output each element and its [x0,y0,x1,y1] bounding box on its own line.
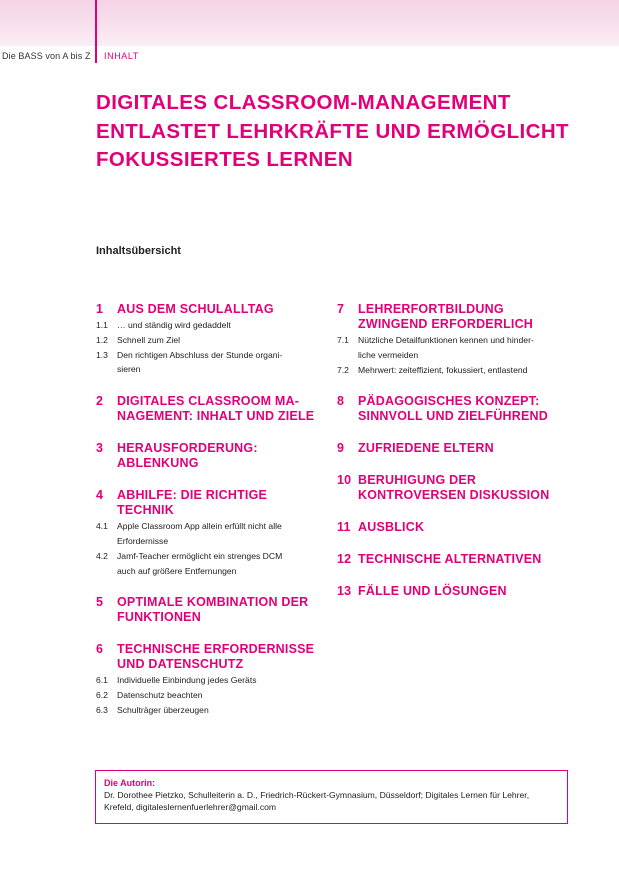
toc-entry-line: AUSBLICK [358,520,425,535]
toc-subentry[interactable] [96,348,322,378]
toc-subentry-line: Mehrwert: zeiteffizient, fokussiert, entlastend [358,364,528,375]
toc-subentry-number: 1.3 [96,349,108,360]
toc-subentry-text [117,348,322,378]
header-section-label: INHALT [104,51,139,61]
title-line: ENTLASTET LEHRKRÄFTE UND ERMÖGLICHT [96,119,569,143]
toc-subentry-line: liche vermeiden [358,349,419,360]
toc-entry[interactable] [337,552,577,567]
toc-subentries [96,318,322,377]
toc-entry[interactable] [96,394,322,424]
toc-subentry[interactable] [96,688,322,703]
toc-subentry[interactable] [96,703,322,718]
toc-entry[interactable] [96,302,322,377]
toc-entry-line: FÄLLE UND LÖSUNGEN [358,584,507,599]
toc-subentry-text [358,363,577,378]
toc-subentry-number: 7.2 [337,364,349,375]
toc-subentry-number: 4.2 [96,550,108,561]
toc-subentry-number: 6.2 [96,690,108,701]
toc-entry-line: ABHILFE: DIE RICHTIGE [117,488,268,503]
title-line: DIGITALES CLASSROOM-MANAGEMENT [96,91,511,114]
toc-entry-text [358,441,577,456]
toc-subentry-line: Den richtigen Abschluss der Stunde organi- [117,349,283,360]
toc-entry-line: UND DATENSCHUTZ [117,657,244,672]
toc-entry-text [117,642,322,672]
toc-subentry-number: 7.1 [337,335,349,345]
toc-subentry[interactable] [96,318,322,333]
toc-subentry-line: … und ständig wird gedaddelt [117,320,231,330]
toc-entry-line: OPTIMALE KOMBINATION DER [117,595,309,610]
toc-subentries [96,519,322,578]
toc-entry-title[interactable] [96,441,322,471]
toc-subentry-text [117,673,322,688]
toc-entry[interactable] [337,441,577,456]
toc-entry-number: 6 [96,642,104,657]
toc-subentries [337,333,577,377]
toc-subentry[interactable] [96,549,322,579]
toc-entry-number: 3 [96,441,104,456]
toc-entry[interactable] [96,595,322,625]
toc-subentry[interactable] [96,519,322,549]
toc-subentry-line: Individuelle Einbindung jedes Geräts [117,675,257,686]
toc-entry-text [117,441,322,471]
toc-entry-title[interactable] [337,441,577,456]
toc-subentry-text [117,333,322,348]
header-divider [95,0,97,63]
toc-subentry-text [117,318,322,333]
toc-entry[interactable] [96,488,322,578]
toc-entry-number: 5 [96,595,104,610]
toc-subentry-text [117,549,322,579]
toc-entry-line: ZUFRIEDENE ELTERN [358,441,494,456]
toc-entry-number: 10 [337,473,352,488]
author-line: Dr. Dorothee Pietzko, Schulleiterin a. D., Friedrich-Rückert-Gymnasium, Düsseldorf; Digitales Lernen für Lehrer, [104,790,530,800]
toc-heading: Inhaltsübersicht [96,245,181,257]
toc-entry-text [358,394,577,424]
toc-entry-title[interactable] [96,394,322,424]
toc-subentry[interactable] [337,333,577,363]
toc-entry[interactable] [337,394,577,424]
toc-subentry-line: Erfordernisse [117,535,169,546]
toc-entry-number: 1 [96,302,104,316]
author-label: Die Autorin: [104,778,156,788]
toc-entry-text [117,595,322,625]
toc-entry[interactable] [96,642,322,717]
toc-entry-title[interactable] [96,488,322,518]
toc-entry-title[interactable] [337,473,577,503]
header-band [0,0,619,46]
toc-entry[interactable] [337,584,577,599]
toc-entry-line: HERAUSFORDERUNG: [117,441,258,456]
toc-subentry-line: auch auf größere Entfernungen [117,565,237,576]
toc-subentry-line: Apple Classroom App allein erfüllt nicht alle [117,521,282,532]
toc-right-column [337,302,577,616]
toc-entry-text [358,584,577,599]
toc-entry-line: ABLENKUNG [117,456,199,471]
toc-subentry[interactable] [96,673,322,688]
toc-subentry-text [117,703,322,718]
toc-entry-number: 11 [337,520,351,535]
toc-subentry-line: Datenschutz beachten [117,690,203,701]
toc-entry-line: SINNVOLL UND ZIELFÜHREND [358,409,548,424]
toc-subentry-text [117,688,322,703]
toc-entry[interactable] [337,473,577,503]
toc-entry-text [117,488,322,518]
toc-entry-line: TECHNISCHE ERFORDERNISSE [117,642,315,657]
toc-entry-number: 2 [96,394,104,409]
toc-subentry-number: 1.2 [96,334,108,345]
toc-entry-number: 8 [337,394,345,409]
toc-entry-text [358,302,577,332]
title-line: FOKUSSIERTES LERNEN [96,148,354,171]
toc-entry[interactable] [337,520,577,535]
toc-entry-text [117,302,322,317]
toc-entry-title[interactable] [337,302,577,332]
toc-subentry[interactable] [337,363,577,378]
toc-entry-line: NAGEMENT: INHALT UND ZIELE [117,409,315,424]
toc-entry-number: 9 [337,441,345,456]
toc-subentry-text [358,333,577,363]
toc-subentry-number: 6.3 [96,704,108,715]
toc-entry-title[interactable] [96,595,322,625]
toc-subentry-text [117,519,322,549]
toc-entry-text [358,520,577,535]
toc-subentry[interactable] [96,333,322,348]
toc-entry-title[interactable] [337,394,577,424]
toc-entry-text [358,473,577,503]
toc-subentry-line: sieren [117,364,141,375]
toc-entry-text [117,394,322,424]
toc-entry-line: LEHRERFORTBILDUNG [358,302,504,316]
author-text [104,790,559,813]
toc-entry-title[interactable] [337,520,577,535]
toc-subentries [96,673,322,717]
toc-entry-title[interactable] [337,584,577,599]
toc-subentry-line: Schulträger überzeugen [117,704,209,715]
toc-entry-number: 12 [337,552,352,567]
toc-entry-number: 13 [337,584,352,599]
toc-subentry-number: 4.1 [96,521,108,532]
toc-entry-line: KONTROVERSEN DISKUSSION [358,488,550,503]
toc-entry[interactable] [96,441,322,471]
toc-entry-line: TECHNIK [117,503,174,518]
toc-entry-line: AUS DEM SCHULALLTAG [117,302,274,316]
toc-entry-line: ZWINGEND ERFORDERLICH [358,317,534,331]
toc-subentry-line: Jamf-Teacher ermöglicht ein strenges DCM [117,550,283,561]
toc-entry-title[interactable] [96,302,322,317]
toc-left-column [96,302,322,735]
toc-entry-line: PÄDAGOGISCHES KONZEPT: [358,394,540,409]
toc-entry-title[interactable] [96,642,322,672]
toc-subentry-line: Schnell zum Ziel [117,334,181,345]
toc-entry-line: DIGITALES CLASSROOM MA- [117,394,300,409]
toc-entry-line: BERUHIGUNG DER [358,473,477,488]
toc-entry-title[interactable] [337,552,577,567]
author-line: Krefeld, digitaleslernenfuerlehrer@gmail.com [104,801,277,812]
toc-subentry-number: 1.1 [96,320,108,330]
toc-entry[interactable] [337,302,577,377]
toc-entry-line: TECHNISCHE ALTERNATIVEN [358,552,542,567]
document-title [96,89,596,175]
header-series-label: Die BASS von A bis Z [2,51,91,61]
toc-entry-number: 7 [337,302,345,316]
toc-subentry-number: 6.1 [96,675,108,686]
toc-entry-text [358,552,577,567]
toc-entry-number: 4 [96,488,104,503]
toc-subentry-line: Nützliche Detailfunktionen kennen und hinder- [358,335,534,345]
toc-entry-line: FUNKTIONEN [117,610,201,625]
author-box [95,770,568,824]
